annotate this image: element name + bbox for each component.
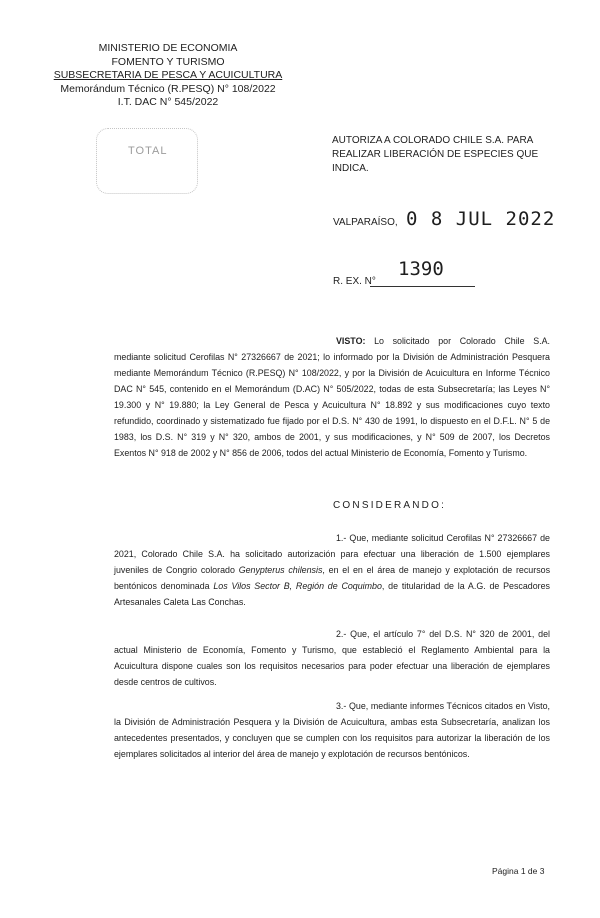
resolution-title: AUTORIZA A COLORADO CHILE S.A. PARA REALIZAR LIBERACIÓN DE ESPECIES QUE INDICA. <box>332 135 539 174</box>
considerando-heading: CONSIDERANDO: <box>333 500 447 511</box>
ministry-subline: FOMENTO Y TURISMO <box>111 55 225 68</box>
ministry-line: MINISTERIO DE ECONOMIA <box>98 42 238 54</box>
area-name: Los Vilos Sector B, Región de Coquimbo <box>213 581 382 591</box>
considerando-1-text-b: , en el en el área de manejo y explotación de recursos bentónicos denominada <box>114 565 551 591</box>
subsecretaria-line: SUBSECRETARIA DE PESCA Y ACUICULTURA <box>53 69 283 81</box>
considerando-1 <box>114 530 550 610</box>
visto-paragraph <box>114 333 550 461</box>
dac-reference: I.T. DAC N° 545/2022 <box>117 96 219 108</box>
letterhead <box>48 42 288 110</box>
stamp-text: TOTAL <box>128 145 168 157</box>
visto-text: Lo solicitado por Colorado Chile S.A. mediante solicitud Cerofilas N° 27326667 de 2021; lo informado por la División de Administración Pesquera mediante Memorándum Técnico (R.PESQ) N° 108/2022, y por la División de Acuicultura en Informe Técnico DAC N° 545, contenido en el Memorándum (D.AC) N° 505/2022, todas de esta Subsecretaría; las Leyes N° 19.300 y N° 19.880; la Ley General de Pesca y Acuicultura N° 18.892 y sus modificaciones cuyo texto refundido, coordinado y sistematizado fue fijado por el D.S. N° 430 de 1991, lo dispuesto en el D.F.L. N° 5 de 1983, los D.S. N° 319 y N° 320, ambos de 2001, y sus modificaciones, y N° 509 de 2007, los Decretos Exentos N° 918 de 2002 y N° 856 de 2006, todos del actual Ministerio de Economía, Fomento y Turismo. <box>114 336 550 458</box>
visto-label: VISTO: <box>336 336 366 346</box>
rex-number: 1390 <box>398 258 444 280</box>
faint-stamp <box>96 128 198 194</box>
place-label: VALPARAÍSO, <box>333 217 398 228</box>
considerando-3: 3.- Que, mediante informes Técnicos citados en Visto, la División de Administración Pesquera y la División de Acuicultura, ambas esta Subsecretaría, analizan los antecedentes presentados, y concluyen que se cumplen con los requisitos para autorizar la liberación de los ejemplares solicitados al interior del área de manejo y explotación de recursos bentónicos. <box>114 701 550 759</box>
considerando-2: 2.- Que, el artículo 7° del D.S. N° 320 de 2001, del actual Ministerio de Economía, Fomento y Turismo, que estableció el Reglamento Ambiental para la Acuicultura dispone cuales son los requisitos necesarios para poder efectuar una liberación de ejemplares desde centros de cultivos. <box>114 629 550 687</box>
considerando-1-text-c: , de titularidad de la A.G. de Pescadores Artesanales Caleta Las Conchas. <box>114 581 550 607</box>
rex-label: R. EX. N° <box>333 276 376 287</box>
rex-underline <box>370 286 475 287</box>
species-name: Genypterus chilensis <box>238 565 323 575</box>
page-number: Página 1 de 3 <box>492 866 545 876</box>
handwritten-date: 0 8 JUL 2022 <box>406 208 556 230</box>
considerando-1-text-a: 1.- Que, mediante solicitud Cerofilas N° 27326667 de 2021, Colorado Chile S.A. ha solicitado autorización para efectuar una liberación de 1.500 ejemplares juveniles de Congrio colorado <box>114 533 550 575</box>
memo-reference: Memorándum Técnico (R.PESQ) N° 108/2022 <box>60 82 276 95</box>
